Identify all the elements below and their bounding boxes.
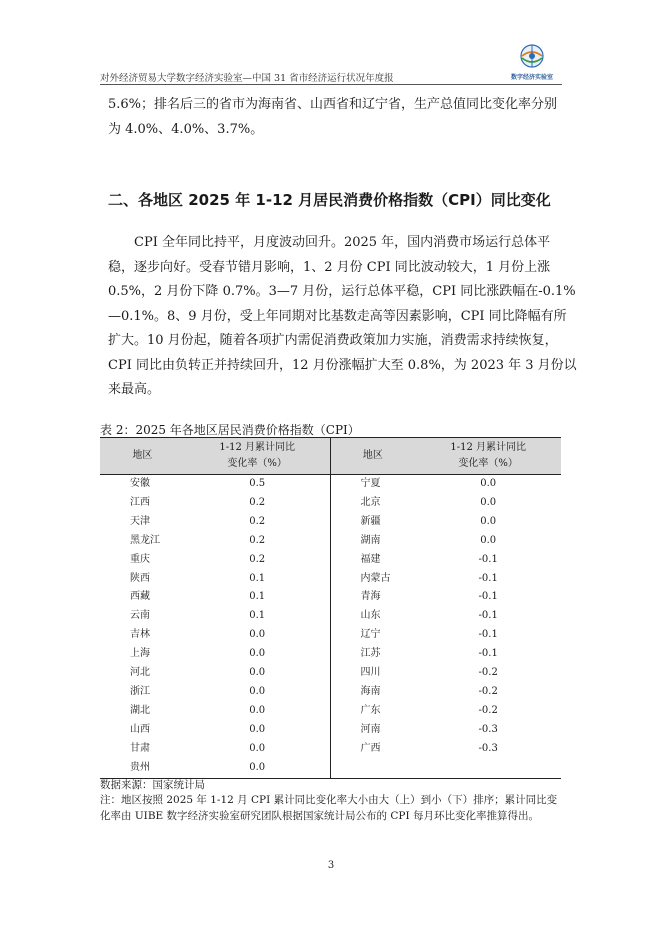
table-row [100,532,561,551]
table-row [100,607,561,626]
region-cell-text: 浙江 [130,685,150,697]
table-body [100,475,561,779]
rate-cell: 0.0 [185,626,330,645]
region-cell [330,513,415,532]
rate-cell: -0.3 [478,723,498,735]
region-cell-text: 宁夏 [360,478,381,489]
header-rate-line1: 1-12 月累计同比 [450,442,526,453]
rate-cell: -0.1 [478,629,498,641]
rate-cell: 0.0 [185,759,330,778]
region-cell-text: 辽宁 [360,629,381,641]
lab-logo [504,44,560,82]
region-cell [100,721,185,740]
region-cell-text: 西藏 [130,591,150,603]
rate-cell: -0.1 [478,648,498,660]
rate-cell: 0.5 [185,475,330,494]
region-cell [330,475,415,494]
region-cell-text: 黑龙江 [130,534,160,546]
region-cell [330,607,415,626]
region-cell-text: 青海 [360,591,381,603]
region-cell [100,607,185,626]
table-caption: 表 2：2025 年各地区居民消费价格指数（CPI） [100,423,360,437]
region-cell [100,588,185,607]
region-cell [330,626,415,645]
region-cell-text: 河北 [130,667,150,679]
region-cell [100,702,185,721]
page-header [100,44,562,86]
table-row [100,626,561,645]
region-cell-text: 陕西 [130,572,150,584]
region-cell [330,645,415,664]
table-row [100,551,561,570]
rate-cell: 0.0 [185,664,330,683]
rate-cell: -0.1 [478,553,498,565]
table-row [100,475,561,494]
region-cell-text: 上海 [130,648,150,660]
region-cell [330,702,415,721]
table-row [100,721,561,740]
header-region-left: 地区 [100,438,185,475]
region-cell [100,551,185,570]
region-cell [330,570,415,589]
table-row [100,683,561,702]
logo-text: 数字经济实验室 [510,74,553,81]
region-cell-text: 河南 [360,723,381,735]
region-cell [100,494,185,513]
region-cell [100,475,185,494]
region-cell-text: 内蒙古 [360,572,391,584]
region-cell [330,740,415,759]
region-cell-text: 湖南 [360,534,381,546]
paragraph-line: 扩大。10 月份起，随着各项扩内需促消费政策加力实施，消费需求持续恢复， [108,333,558,348]
header-title: 对外经济贸易大学数字经济实验室—中国 31 省市经济运行状况年度报 [100,73,394,84]
rate-cell: -0.2 [478,667,498,679]
region-cell-text: 新疆 [360,515,381,527]
region-cell [330,664,415,683]
rate-cell: 0.1 [185,607,330,626]
header-rate-line2: 变化率（%） [227,458,287,469]
region-cell-text: 福建 [360,553,381,565]
rate-cell: 0.0 [480,534,497,546]
footnote: 注：地区按照 2025 年 1-12 月 CPI 累计同比变化率大小由大（上）到小（下）排序；累计同比变化率由 UIBE 数字经济实验室研究团队根据国家统计局公布的 CPI 每月环比变化率推算得出。 [100,794,558,822]
paragraph-line: —0.1%。8、9 月份，受上年同期对比基数走高等因素影响，CPI 同比降幅有所 [108,308,567,324]
rate-cell: 0.0 [480,515,497,527]
table-row [100,702,561,721]
rate-cell: -0.3 [478,742,498,754]
table-row [100,588,561,607]
data-source-note: 数据来源：国家统计局 [100,779,205,791]
region-cell-text: 江苏 [360,648,381,660]
rate-cell: 0.2 [185,513,330,532]
paragraph-line: 5.6%；排名后三的省市为海南省、山西省和辽宁省，生产总值同比变化率分别 [108,97,558,112]
table-row [100,494,561,513]
region-cell [330,588,415,607]
paragraph-line: 为 4.0%、4.0%、3.7%。 [108,121,264,137]
paragraph-line: CPI 全年同比持平，月度波动回升。2025 年，国内消费市场运行总体平 [134,235,551,250]
region-cell [330,532,415,551]
region-cell-text: 安徽 [130,478,150,489]
header-rate-right [415,438,561,475]
rate-cell: 0.2 [185,494,330,513]
region-cell-text: 四川 [360,667,381,679]
table-row [100,570,561,589]
region-cell [100,513,185,532]
rate-cell: 0.0 [185,645,330,664]
table-row [100,759,561,778]
region-cell [100,645,185,664]
rate-cell: 0.0 [185,740,330,759]
rate-cell: 0.0 [480,496,497,508]
region-cell [100,740,185,759]
region-cell-text: 江西 [130,496,150,508]
rate-cell [415,759,561,778]
region-cell-text: 广西 [360,742,381,754]
header-region-right: 地区 [330,438,415,475]
region-cell-text: 吉林 [130,629,150,641]
region-cell-text: 海南 [360,685,381,697]
paragraph-line: 来最高。 [108,382,161,397]
region-cell [100,532,185,551]
rate-cell: -0.1 [478,572,498,584]
region-cell [330,494,415,513]
paragraph-line: 0.5%，2 月份下降 0.7%。3—7 月份，运行总体平稳，CPI 同比涨跌幅在-0.1% [108,284,576,299]
header-rate-line1: 1-12 月累计同比 [219,442,295,453]
region-cell [330,683,415,702]
region-cell [100,683,185,702]
rate-cell: 0.2 [185,532,330,551]
rate-cell: -0.2 [478,685,498,697]
rate-cell: 0.0 [480,478,497,489]
region-cell [330,759,415,778]
rate-cell: 0.2 [185,551,330,570]
header-rate-left [185,438,330,475]
region-cell [330,551,415,570]
rate-cell: 0.1 [185,588,330,607]
region-cell-text: 贵州 [130,761,150,773]
region-cell-text: 山东 [360,610,381,622]
page-number: 3 [327,860,335,871]
rate-cell: 0.0 [185,721,330,740]
table-header-row [100,438,561,475]
rate-cell: -0.2 [478,704,498,716]
table-row [100,645,561,664]
region-cell-text: 重庆 [130,553,150,565]
paragraph-gdp-tail [108,93,562,142]
region-cell-text: 甘肃 [130,742,150,754]
header-divider [100,84,562,85]
globe-logo-icon [520,44,544,70]
region-cell [100,570,185,589]
rate-cell: -0.1 [478,591,498,603]
region-cell [100,664,185,683]
region-cell-text: 北京 [360,496,381,508]
paragraph-cpi [108,231,577,403]
paragraph-line: CPI 同比由负转正并持续回升，12 月份涨幅扩大至 0.8%，为 2023 年 3 月份以 [108,357,577,373]
region-cell [330,721,415,740]
region-cell [100,626,185,645]
cpi-table [100,437,561,779]
rate-cell: 0.0 [185,702,330,721]
table-row [100,664,561,683]
region-cell [100,759,185,778]
region-cell-text: 山西 [130,723,150,735]
region-cell-text: 广东 [360,704,381,716]
rate-cell: -0.1 [478,610,498,622]
region-cell-text: 云南 [130,610,150,622]
table-row [100,513,561,532]
rate-cell: 0.1 [185,570,330,589]
rate-cell: 0.0 [185,683,330,702]
paragraph-line: 稳，逐步向好。受春节错月影响，1、2 月份 CPI 同比波动较大，1 月份上涨 [108,259,551,275]
table-row [100,740,561,759]
region-cell-text: 湖北 [130,704,150,716]
header-rate-line2: 变化率（%） [458,458,518,469]
section-title: 二、各地区 2025 年 1-12 月居民消费价格指数（CPI）同比变化 [108,191,551,209]
region-cell-text: 天津 [130,515,150,527]
